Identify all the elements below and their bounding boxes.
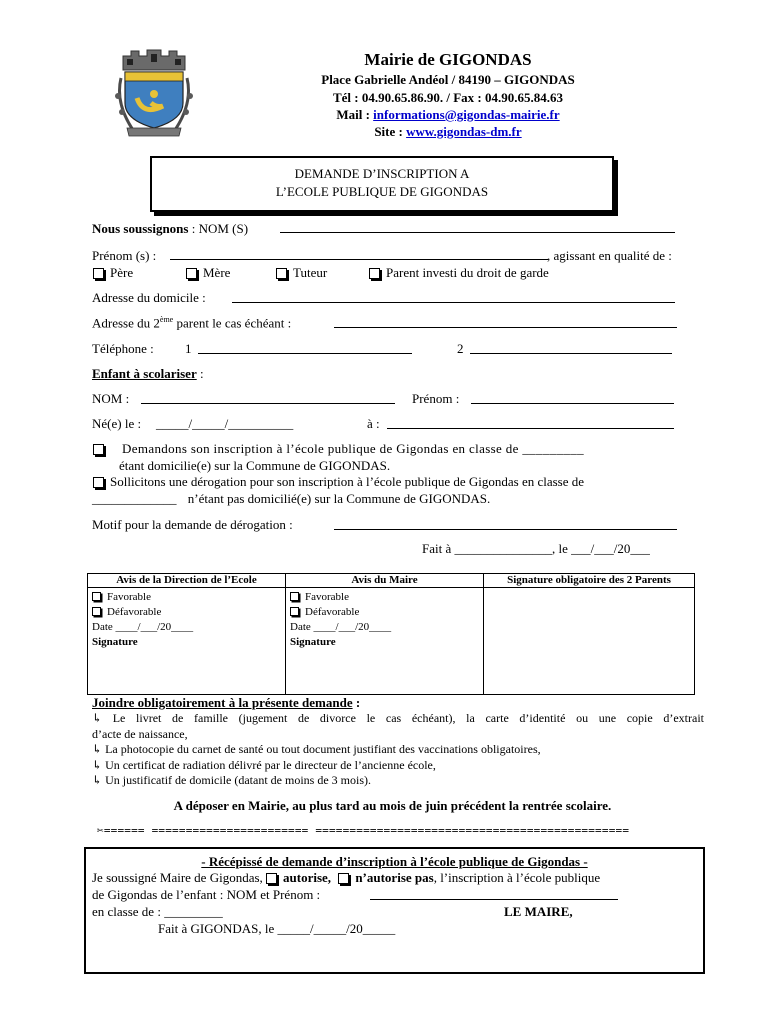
gigondas-coat-of-arms-logo	[113, 48, 195, 138]
checkbox-icon	[290, 592, 299, 601]
checkbox-icon	[338, 873, 349, 884]
direction-defavorable-label: Défavorable	[107, 606, 162, 618]
enfant-heading	[92, 366, 204, 382]
adresse2-field[interactable]	[334, 327, 677, 328]
checkbox-icon	[290, 607, 299, 616]
qualite-pere[interactable]	[93, 265, 133, 281]
checkbox-icon	[93, 444, 104, 455]
arrow-icon: ↳	[92, 711, 113, 725]
prenom-parents-field[interactable]	[170, 259, 548, 260]
adresse-field[interactable]	[232, 302, 675, 303]
arrow-icon: ↳	[92, 742, 106, 756]
telephone-1-field[interactable]	[198, 353, 412, 354]
qualite-mere-label: Mère	[203, 265, 231, 280]
motif-label: Motif pour la demande de dérogation :	[92, 517, 293, 532]
checkbox-icon	[266, 873, 277, 884]
avis-table	[87, 573, 695, 695]
recepisse-box	[84, 847, 705, 974]
enfant-prenom-label: Prénom :	[412, 391, 460, 406]
joindre-item-text: Le livret de famille (jugement de divorce le cas échéant), la carte d’identité ou une copie d’extrait	[112, 711, 704, 725]
recepisse-line-1	[92, 870, 600, 886]
checkbox-icon	[369, 268, 380, 279]
adresse2-post: parent le cas échéant :	[173, 315, 292, 331]
checkbox-icon	[93, 477, 104, 488]
checkbox-icon	[92, 607, 101, 616]
adresse2-sup: ème	[159, 315, 174, 324]
fait-a-line[interactable]: Fait à _______________, le ___/___/20___	[422, 541, 650, 556]
arrow-icon: ↳	[92, 757, 106, 772]
qualite-mere[interactable]	[186, 265, 230, 281]
maire-date[interactable]: Date ____/___/20____	[290, 621, 392, 633]
maire-defavorable[interactable]	[290, 605, 479, 620]
direction-signature: Signature	[92, 636, 138, 648]
direction-date[interactable]: Date ____/___/20____	[92, 621, 194, 633]
checkbox-icon	[276, 268, 287, 279]
joindre-item-text: Un justificatif de domicile (datant de moins de 3 mois).	[105, 773, 372, 787]
mairie-address: Place Gabrielle Andéol / 84190 – GIGONDAS	[321, 72, 575, 87]
avis-direction-cell	[88, 588, 286, 695]
motif-field[interactable]	[334, 529, 677, 530]
nom-parents-field[interactable]	[280, 232, 675, 233]
maire-favorable[interactable]	[290, 590, 479, 605]
telephone-1-label: 1	[185, 341, 192, 356]
adresse2-label	[92, 315, 291, 331]
enfant-prenom-field[interactable]	[471, 403, 674, 404]
direction-defavorable[interactable]	[92, 605, 281, 620]
nous-soussignons-label: Nous soussignons	[92, 221, 189, 236]
qualite-parent-investi-label: Parent investi du droit de garde	[386, 265, 549, 280]
sollicitons-option[interactable]	[93, 474, 703, 490]
avis-maire-cell	[286, 588, 484, 695]
demandons-text: Demandons son inscription à l’école publique de Gigondas en classe de _________	[122, 441, 584, 456]
recepisse-line-1-pre: Je soussigné Maire de Gigondas,	[92, 870, 263, 885]
site-link[interactable]: www.gigondas-dm.fr	[406, 124, 522, 139]
recepisse-title: - Récépissé de demande d’inscription à l’école publique de Gigondas -	[201, 854, 588, 869]
demandons-option[interactable]	[93, 441, 698, 457]
mail-label: Mail :	[336, 107, 370, 122]
joindre-title: Joindre obligatoirement à la présente demande	[92, 695, 353, 710]
deposer-notice: A déposer en Mairie, au plus tard au mois de juin précédent la rentrée scolaire.	[173, 798, 612, 813]
checkbox-icon	[92, 592, 101, 601]
lieu-label: à :	[367, 416, 380, 431]
title-box	[150, 156, 614, 212]
signature-parents-cell[interactable]	[484, 588, 695, 695]
recepisse-nom-field[interactable]	[370, 899, 618, 900]
joindre-item	[92, 773, 704, 789]
telephone-2-field[interactable]	[470, 353, 672, 354]
title-line-2: L’ECOLE PUBLIQUE DE GIGONDAS	[275, 184, 489, 199]
mairie-mail	[258, 107, 638, 123]
site-label: Site :	[374, 124, 403, 139]
autorise-label: autorise,	[283, 870, 332, 885]
ne-le-label: Né(e) le :	[92, 416, 142, 431]
nautorise-label: n’autorise pas	[355, 870, 434, 885]
enfant-title: Enfant à scolariser	[92, 366, 197, 381]
le-maire-label: LE MAIRE,	[504, 904, 573, 919]
direction-favorable[interactable]	[92, 590, 281, 605]
qualite-tuteur[interactable]	[276, 265, 327, 281]
recepisse-classe[interactable]: en classe de : _________	[92, 904, 223, 919]
lieu-field[interactable]	[387, 428, 674, 429]
direction-favorable-label: Favorable	[107, 591, 151, 603]
enfant-nom-label: NOM :	[92, 391, 130, 406]
cut-line: ✂====== ======================= ==============================================	[97, 824, 630, 837]
autorise-option[interactable]	[266, 870, 331, 885]
mairie-site	[258, 124, 638, 140]
arrow-icon: ↳	[92, 773, 106, 787]
checkbox-icon	[93, 268, 104, 279]
maire-favorable-label: Favorable	[305, 591, 349, 603]
joindre-item-text: La photocopie du carnet de santé ou tout document justifiant des vaccinations obligatoires,	[105, 742, 541, 756]
nom-label: : NOM (S)	[188, 221, 249, 236]
qualite-parent-investi[interactable]	[369, 265, 549, 281]
joindre-item-text: Un certificat de radiation délivré par le directeur de l’ancienne école,	[105, 757, 436, 772]
demandons-line-2: étant domicilie(e) sur la Commune de GIGONDAS.	[119, 458, 391, 473]
joindre-item	[92, 711, 704, 727]
prenom-parents-label: Prénom (s) :	[92, 248, 157, 263]
nautorise-option[interactable]	[338, 870, 433, 885]
recepisse-line-1-post: , l’inscription à l’école publique	[433, 870, 601, 885]
maire-defavorable-label: Défavorable	[305, 606, 360, 618]
sollicitons-line-2-text: n’étant pas domicilié(e) sur la Commune de GIGONDAS.	[187, 491, 491, 506]
title-line-1: DEMANDE D’INSCRIPTION A	[294, 166, 470, 181]
mairie-phone-fax: Tél : 04.90.65.86.90. / Fax : 04.90.65.84.63	[332, 90, 563, 105]
nous-soussignons-line	[92, 221, 248, 237]
adresse2-pre: Adresse du 2	[92, 315, 160, 331]
joindre-list	[92, 711, 704, 789]
telephone-label: Téléphone :	[92, 341, 154, 356]
signature-parents-header: Signature obligatoire des 2 Parents	[484, 574, 695, 588]
avis-maire-header: Avis du Maire	[286, 574, 484, 588]
agissant-label: , agissant en qualité de :	[547, 248, 672, 263]
adresse-label: Adresse du domicile :	[92, 290, 206, 305]
sollicitons-text: Sollicitons une dérogation pour son inscription à l’école publique de Gigondas en classe de	[110, 474, 585, 489]
joindre-heading	[92, 695, 360, 711]
qualite-tuteur-label: Tuteur	[293, 265, 328, 280]
avis-direction-header: Avis de la Direction de l’Ecole	[88, 574, 286, 588]
telephone-2-label: 2	[457, 341, 464, 356]
joindre-colon: :	[352, 695, 361, 710]
joindre-item	[92, 758, 704, 774]
joindre-item-continued: d’acte de naissance,	[92, 726, 188, 741]
enfant-colon: :	[196, 366, 204, 381]
ne-le-field[interactable]: _____/_____/__________	[156, 416, 294, 431]
qualite-pere-label: Père	[110, 265, 134, 280]
mairie-title: Mairie de GIGONDAS	[364, 50, 532, 69]
enfant-nom-field[interactable]	[141, 403, 395, 404]
joindre-item	[92, 742, 704, 758]
checkbox-icon	[186, 268, 197, 279]
recepisse-fait-a[interactable]: Fait à GIGONDAS, le _____/_____/20_____	[158, 921, 396, 936]
mail-link[interactable]: informations@gigondas-mairie.fr	[373, 107, 560, 122]
recepisse-line-2: de Gigondas de l’enfant : NOM et Prénom :	[92, 887, 321, 902]
sollicitons-classe-field[interactable]: _____________	[92, 491, 177, 506]
sollicitons-line-2	[92, 491, 490, 507]
maire-signature: Signature	[290, 636, 336, 648]
